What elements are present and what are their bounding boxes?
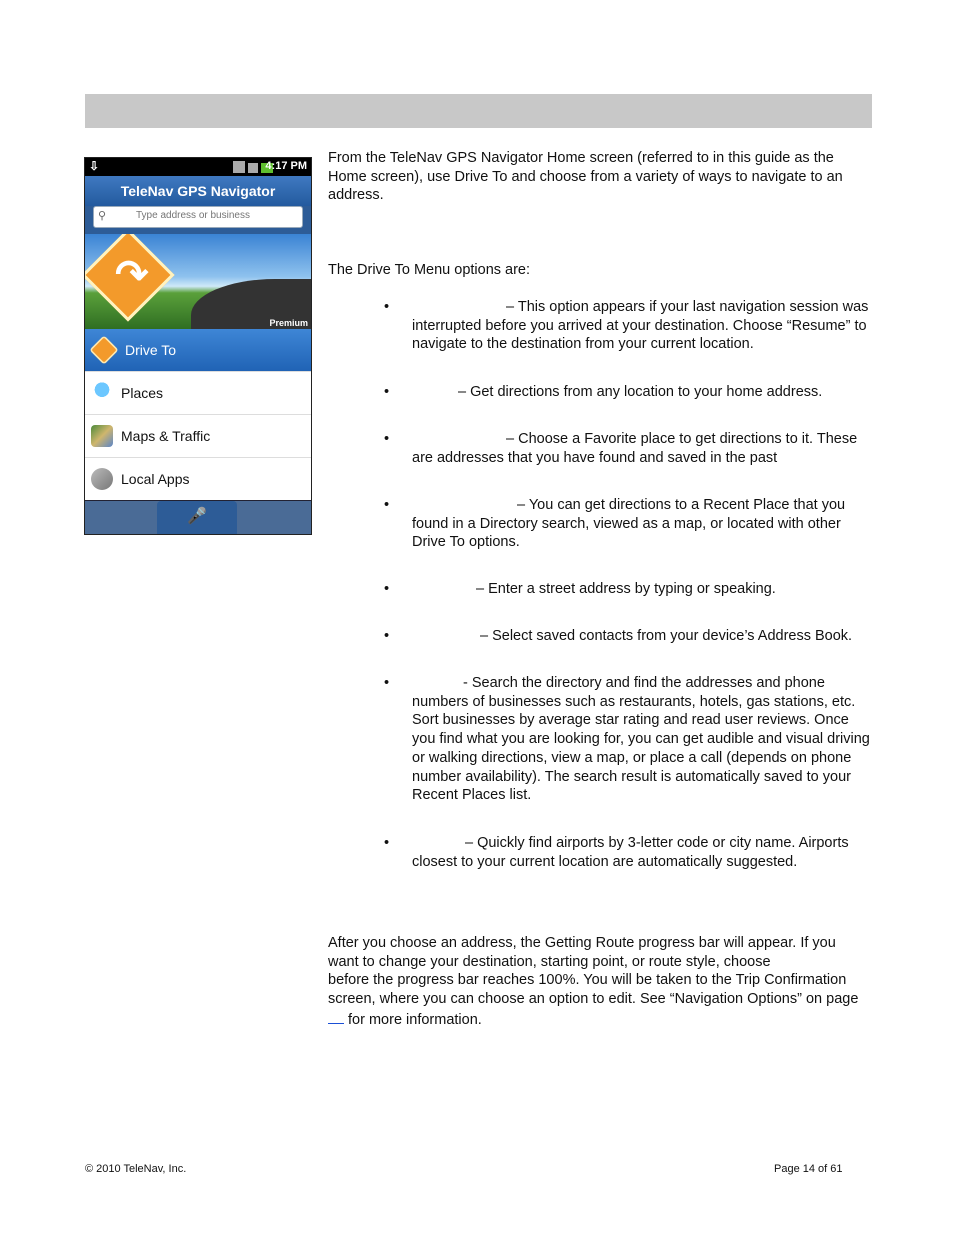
bullet-airports-text: – Quickly find airports by 3-letter code or city name. Airports closest to your current location are automatically suggested. [412, 835, 849, 870]
status-time: 4:17 PM [265, 160, 307, 172]
bullet-marker: • [384, 581, 390, 597]
outro-line: screen, where you can choose an option to edit. See “Navigation Options” on page [328, 991, 859, 1008]
signal-bars-icon [248, 163, 258, 173]
drive-to-icon [89, 335, 118, 364]
menu-item-maps-traffic[interactable] [85, 414, 311, 457]
places-pin-icon [91, 382, 113, 404]
bullet-marker: • [384, 497, 390, 513]
outro-line: After you choose an address, the Getting Route progress bar will appear. If you [328, 935, 836, 951]
bullet-recent-places-text: – You can get directions to a Recent Place that you found in a Directory search, viewed as a map, or located with other Drive To options. [412, 497, 846, 551]
microphone-icon: 🎤 [187, 508, 207, 525]
bullet-businesses-text: - Search the directory and find the addresses and phone numbers of businesses such as restaurants, hotels, gas stations, etc. Sort businesses by average star rating and read user reviews. Once you find what you are looking for, you can get audible and visual driving or walking directions, view a map, or place a call (depends on phone number availability). The search result is automatically saved to your Recent Places list. [412, 675, 870, 804]
bullet-marker: • [384, 299, 390, 315]
bullet-marker: • [384, 431, 390, 447]
menu-item-label: Places [121, 385, 164, 401]
menu-item-label: Maps & Traffic [121, 428, 211, 444]
local-apps-icon [91, 468, 113, 490]
bullet-address-text: – Enter a street address by typing or speaking. [476, 581, 776, 597]
turn-arrow-icon: ↷ [115, 253, 149, 297]
menu-item-drive-to[interactable] [85, 329, 311, 371]
menu-item-places[interactable] [85, 371, 311, 414]
signal-3g-icon [233, 161, 245, 173]
bottom-bar [85, 500, 311, 535]
footer-page-number: Page 14 of 61 [774, 1163, 843, 1175]
section-header-bar [85, 94, 872, 128]
app-title: TeleNav GPS Navigator [85, 176, 311, 206]
bullet-resume-text: – This option appears if your last navigation session was interrupted before you arrived at your destination. Choose “Resume” to navigate to the destination from your current location. [412, 299, 869, 353]
footer-copyright: © 2010 TeleNav, Inc. [85, 1163, 187, 1175]
bullet-contacts-text: – Select saved contacts from your device’s Address Book. [480, 628, 853, 644]
bullet-favorites-text: – Choose a Favorite place to get directions to it. These are addresses that you have found and saved in the past [412, 431, 858, 466]
search-input[interactable] [134, 209, 268, 222]
maps-traffic-icon [91, 425, 113, 447]
search-box[interactable] [93, 206, 303, 228]
intro-paragraph: From the TeleNav GPS Navigator Home screen (referred to in this guide as the Home screen), use Drive To and choose from a variety of ways to navigate to an address. [328, 150, 843, 204]
menu-item-label: Drive To [125, 342, 177, 358]
menu-options-heading: The Drive To Menu options are: [328, 262, 531, 278]
bullet-marker: • [384, 384, 390, 400]
menu-item-local-apps[interactable] [85, 457, 311, 500]
bullet-home-text: – Get directions from any location to your home address. [458, 384, 823, 400]
outro-paragraph [328, 934, 873, 1030]
menu-item-label: Local Apps [121, 471, 190, 487]
download-icon: ⇩ [89, 159, 100, 173]
status-bar [85, 158, 311, 176]
bullet-marker: • [384, 835, 390, 851]
outro-line: for more information. [348, 1011, 482, 1028]
hero-banner [85, 234, 311, 329]
premium-label: Premium [269, 318, 308, 328]
bullet-marker: • [384, 675, 390, 691]
microphone-button[interactable] [157, 501, 237, 535]
phone-screenshot [84, 157, 312, 535]
outro-line: before the progress bar reaches 100%. You will be taken to the Trip Confirmation [328, 972, 847, 989]
outro-line-last [328, 1009, 873, 1030]
search-icon: ⚲ [98, 210, 107, 222]
outro-line: want to change your destination, starting point, or route style, choose [328, 953, 771, 970]
page-reference-link[interactable] [328, 1009, 344, 1024]
bullet-marker: • [384, 628, 390, 644]
